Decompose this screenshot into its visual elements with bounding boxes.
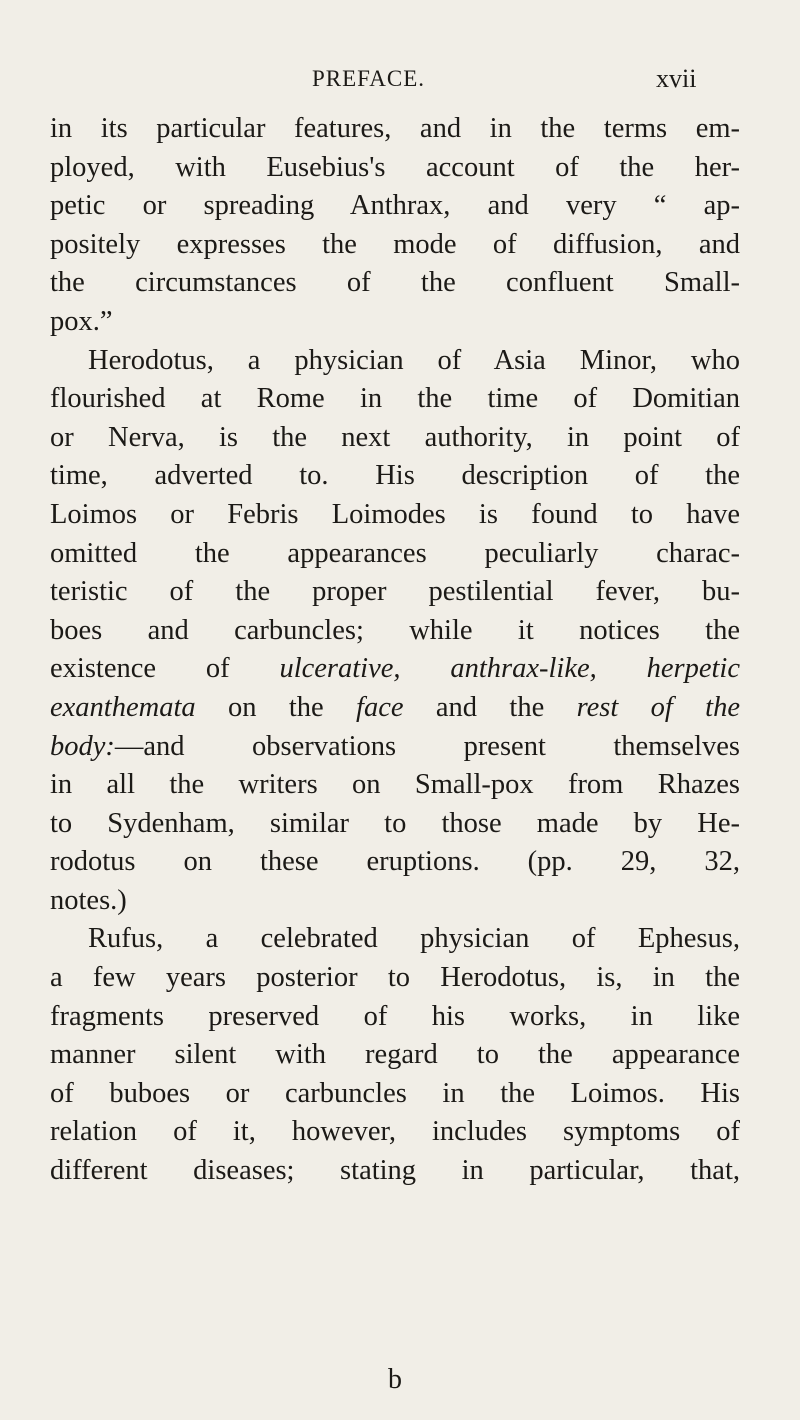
text-line: Loimos or Febris Loimodes is found to have [50,498,740,530]
signature-mark: b [388,1364,402,1395]
running-head [0,60,800,100]
text-line: different diseases; stating in particular, that, [50,1155,740,1187]
text-line: Herodotus, a physician of Asia Minor, who [88,344,740,376]
text-line: in its particular features, and in the terms em- [50,113,740,144]
text-line: in all the writers on Small-pox from Rhazes [50,769,740,801]
running-title: PREFACE. [312,66,426,91]
text-line: relation of it, however, includes symptoms of [50,1116,740,1148]
text-line: notes.) [50,884,127,916]
text-line: manner silent with regard to the appearance [50,1039,740,1071]
text-line: body:—and observations present themselves [50,730,740,762]
text-line: of buboes or carbuncles in the Loimos. His [50,1077,740,1109]
text-line: teristic of the proper pestilential fever, bu- [50,576,740,608]
text-line: ployed, with Eusebius's account of the her- [50,151,740,183]
page-number: xvii [656,64,697,93]
body-text [50,110,740,1191]
text-line: to Sydenham, similar to those made by He- [50,807,740,839]
text-line: positely expresses the mode of diffusion, and [50,228,740,260]
text-line: existence of ulcerative, anthrax-like, herpetic [50,653,741,685]
text-line: Rufus, a celebrated physician of Ephesus, [88,923,740,955]
text-line: or Nerva, is the next authority, in point of [50,421,740,453]
text-line: pox.” [50,305,113,337]
text-line: rodotus on these eruptions. (pp. 29, 32, [50,846,740,878]
text-line: exanthemata on the face and the rest of the [50,691,741,723]
text-line: a few years posterior to Herodotus, is, in the [50,962,740,994]
text-line: the circumstances of the confluent Small- [50,267,740,299]
text-line: boes and carbuncles; while it notices the [50,614,740,646]
text-line: fragments preserved of his works, in like [50,1000,740,1032]
text-line: petic or spreading Anthrax, and very “ ap- [50,190,740,222]
text-line: flourished at Rome in the time of Domitian [50,383,740,415]
text-line: time, adverted to. His description of the [50,460,740,492]
text-line: omitted the appearances peculiarly charac- [50,537,740,569]
